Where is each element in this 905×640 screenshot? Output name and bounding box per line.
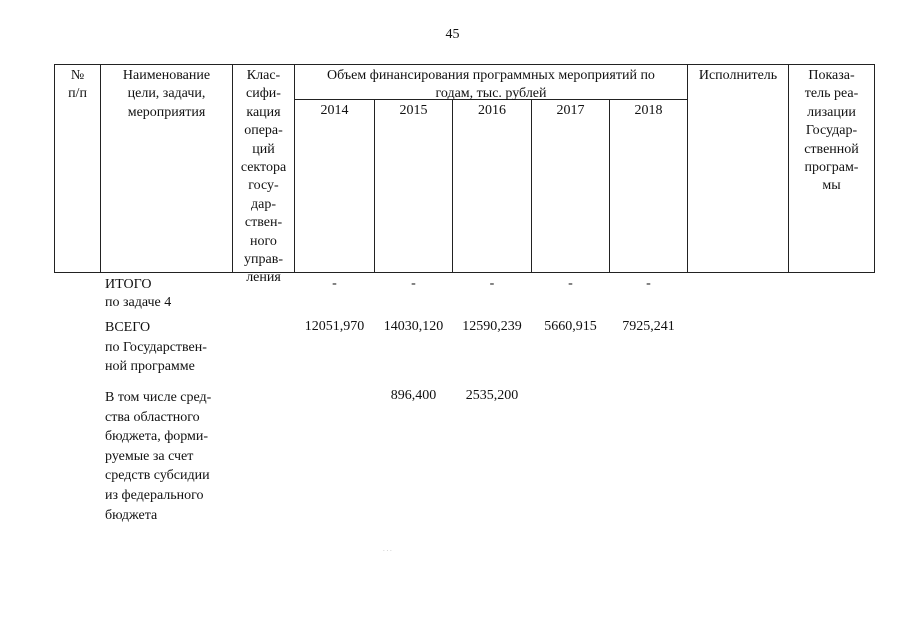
header-executor: Исполнитель — [698, 68, 778, 83]
row-total-task4-2017: - — [568, 276, 573, 291]
header-funding: Объем финансирования программных мероприятий по годам, тыс. рублей — [327, 68, 655, 102]
row-total-task4-2014: - — [332, 276, 337, 291]
header-classification: Клас- сифи- кация опера- ций сектора госу- дар- ствен- ного управ- ления — [240, 68, 287, 286]
row-grand-total-2015: 14030,120 — [383, 319, 444, 334]
row-total-task4-2015: - — [411, 276, 416, 291]
row-federal-subsidy-2015: 896,400 — [390, 388, 437, 403]
row-grand-total-label: ВСЕГО по Государствен- ной программе — [105, 320, 207, 375]
row-grand-total-2018: 7925,241 — [622, 319, 675, 334]
row-total-task4-2018: - — [646, 276, 651, 291]
row-grand-total-2017: 5660,915 — [544, 319, 597, 334]
header-year-2015: 2015 — [399, 103, 428, 118]
row-federal-subsidy-2016: 2535,200 — [465, 388, 519, 403]
header-year-2017: 2017 — [556, 103, 585, 118]
header-year-2014: 2014 — [320, 103, 349, 118]
row-federal-subsidy-label: В том числе сред- ства областного бюджета, форми- руемые за счет средств субсидии из федерального бюджета — [105, 390, 212, 523]
header-year-2016: 2016 — [478, 103, 506, 118]
header-name: Наименование цели, задачи, мероприятия — [122, 68, 211, 120]
header-indicator: Показа- тель реа- лизации Государ- ственной програм- мы — [804, 68, 859, 194]
row-grand-total-2016: 12590,239 — [462, 319, 522, 334]
row-grand-total-2014: 12051,970 — [304, 319, 365, 334]
scan-mark: . . . — [383, 545, 392, 553]
row-total-task4-label: ИТОГО по задаче 4 — [105, 277, 172, 311]
header-number: № п/п — [68, 68, 87, 102]
header-year-2018: 2018 — [634, 103, 663, 118]
page-number: 45 — [445, 27, 460, 42]
row-total-task4-2016: - — [489, 276, 495, 291]
